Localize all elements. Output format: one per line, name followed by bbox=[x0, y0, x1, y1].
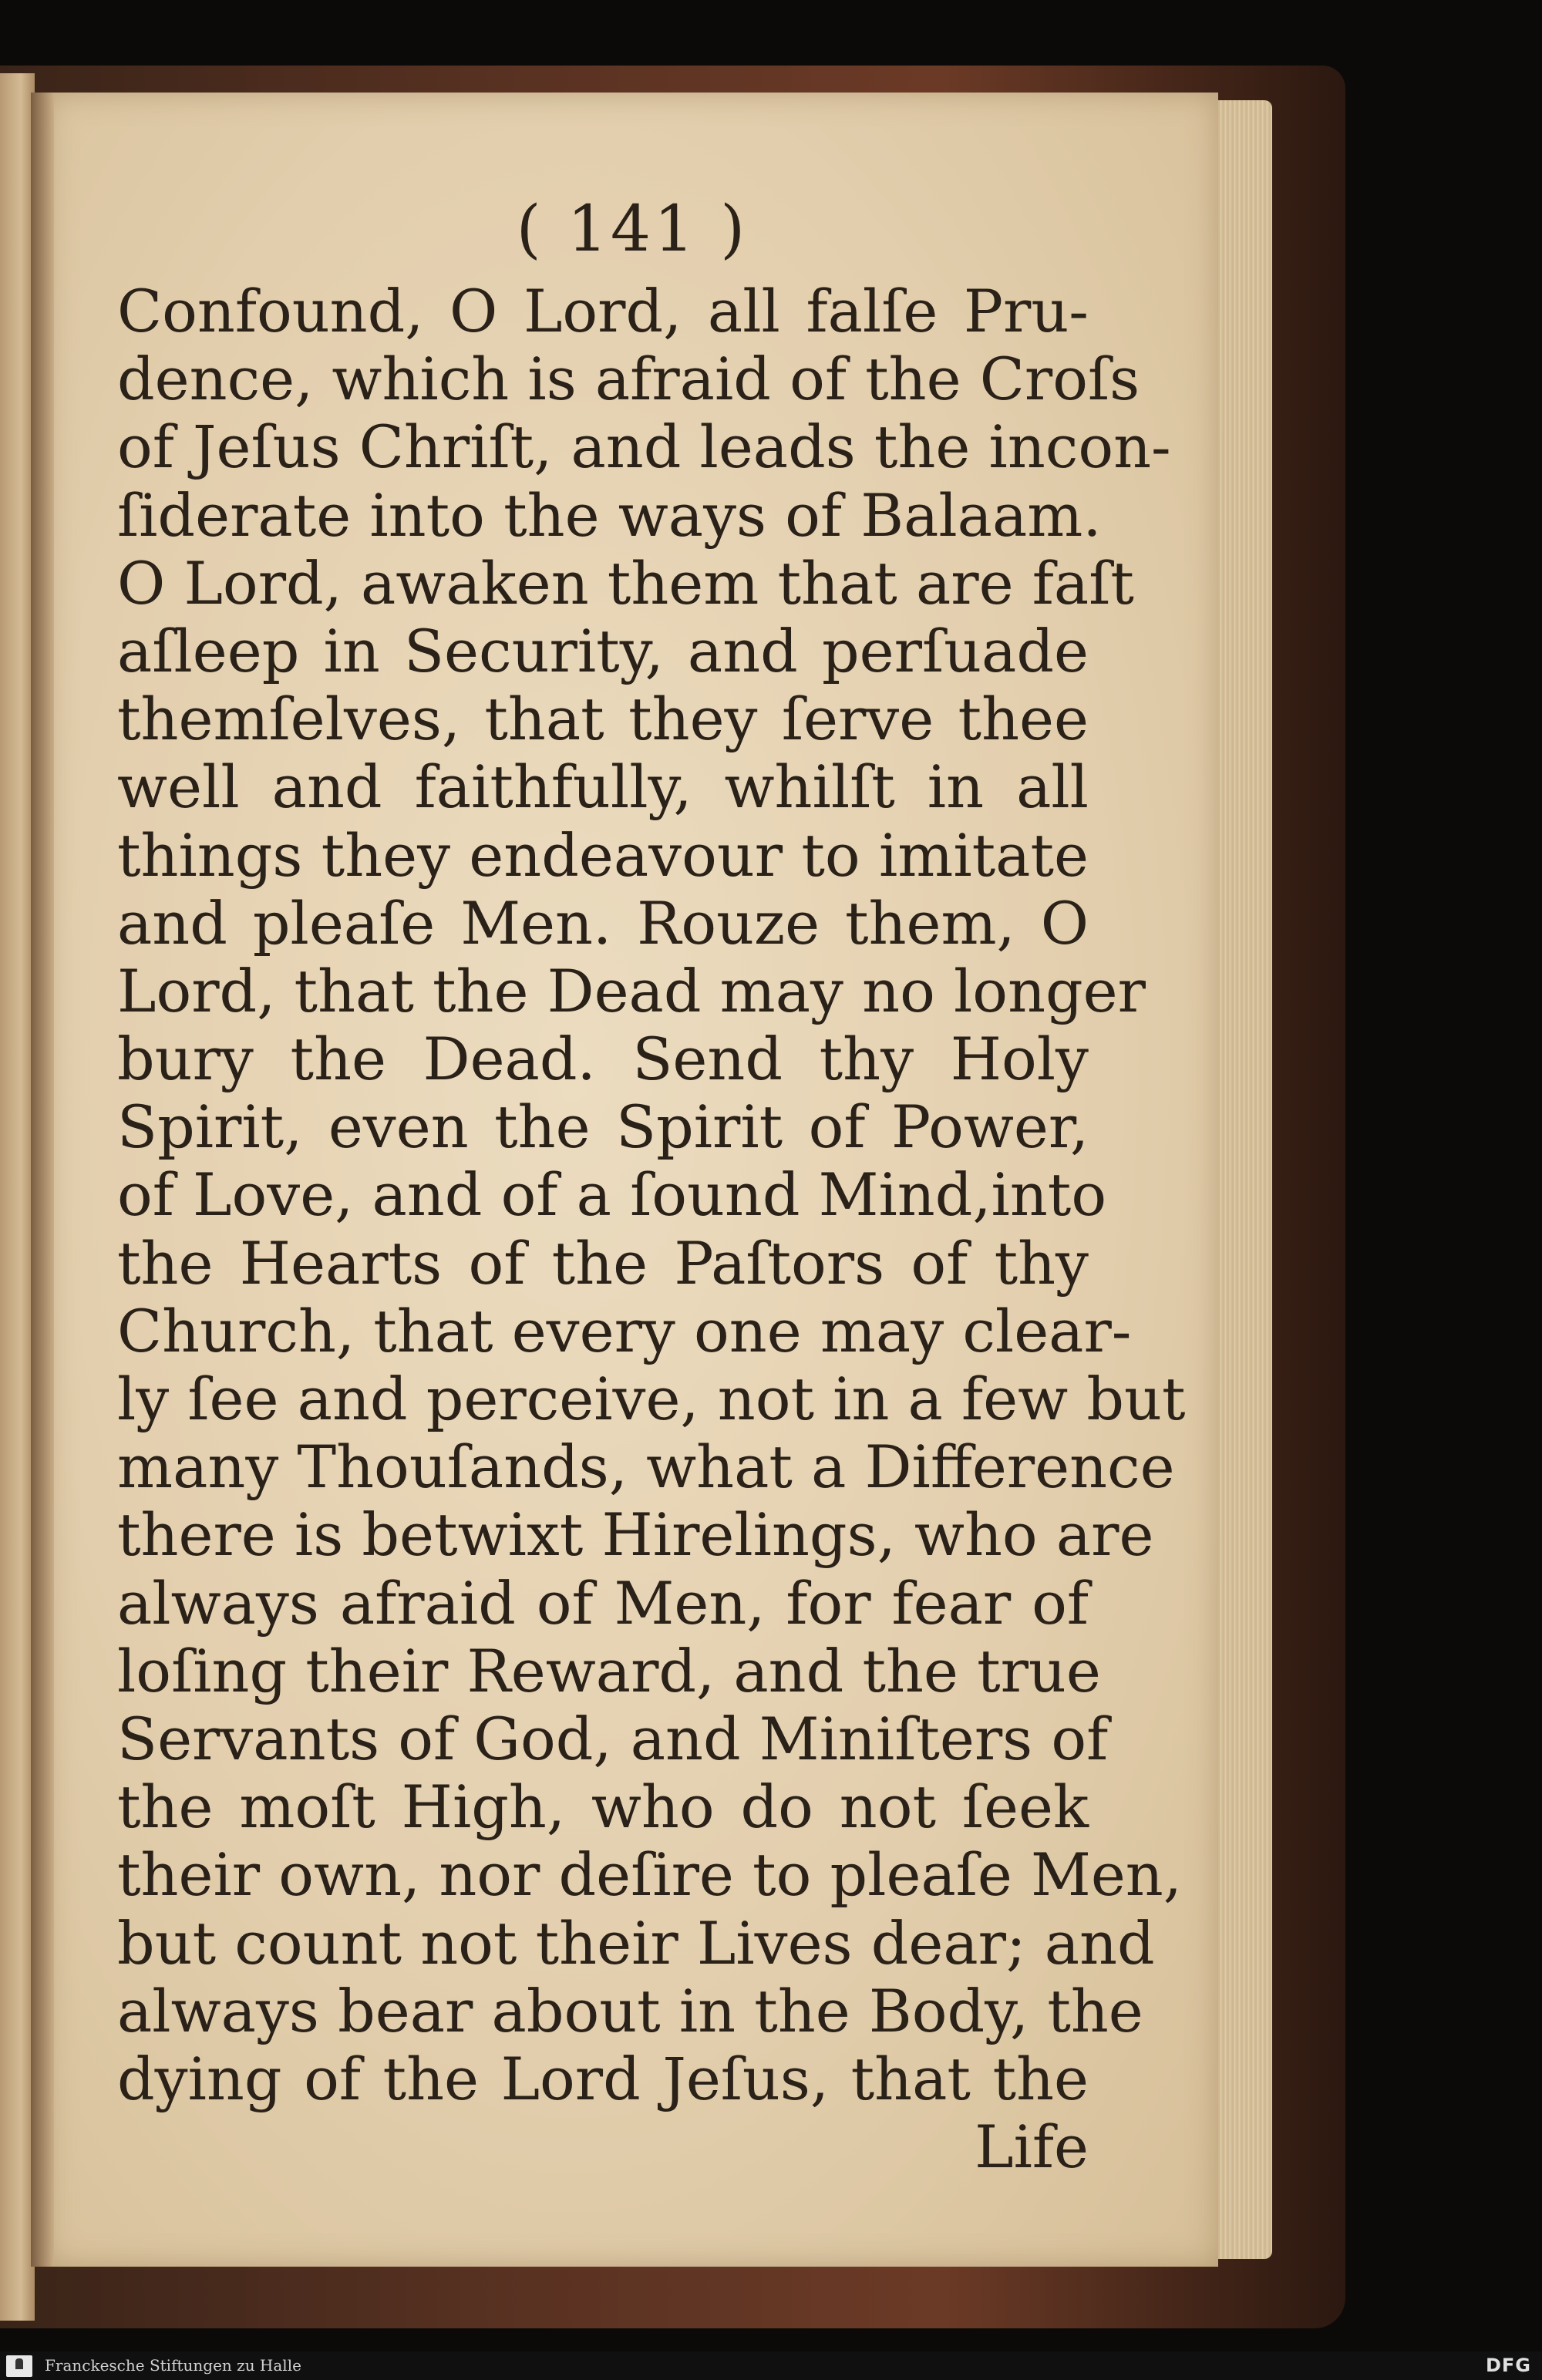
text-line: well and faithfully, whilſt in all bbox=[117, 752, 1089, 822]
text-line: and pleaſe Men. Rouze them, O bbox=[117, 888, 1089, 958]
text-line: Spirit, even the Spirit of Power, bbox=[117, 1092, 1089, 1162]
text-line: there is betwixt Hirelings, who are bbox=[117, 1500, 1154, 1570]
text-line: of Jeſus Chriſt, and leads the incon- bbox=[117, 412, 1171, 482]
institution-logo-icon bbox=[6, 2355, 32, 2377]
text-line: always afraid of Men, for fear of bbox=[117, 1568, 1089, 1638]
text-line: Confound, O Lord, all falſe Pru- bbox=[117, 277, 1089, 345]
text-line: their own, nor deſire to pleaſe Men, bbox=[117, 1840, 1182, 1910]
text-line: ſiderate into the ways of Balaam. bbox=[117, 480, 1102, 550]
catchword: Life bbox=[975, 2112, 1089, 2182]
page-gutter bbox=[31, 93, 54, 2267]
text-line: Servants of God, and Miniſters of bbox=[117, 1704, 1109, 1773]
text-line: aſleep in Security, and perſuade bbox=[117, 616, 1089, 685]
page-text bbox=[117, 277, 1186, 2182]
dfg-logo: DFG bbox=[1485, 2355, 1531, 2376]
book-page bbox=[46, 93, 1218, 2267]
page-number: ( 141 ) bbox=[516, 193, 749, 266]
text-line: bury the Dead. Send thy Holy bbox=[117, 1025, 1089, 1094]
text-line: ly ſee and perceive, not in a few but bbox=[117, 1365, 1186, 1433]
viewer-footer bbox=[0, 2351, 1542, 2380]
facing-page-edge bbox=[0, 73, 35, 2321]
text-line: always bear about in the Body, the bbox=[117, 1976, 1143, 2045]
text-line: dence, which is afraid of the Croſs bbox=[117, 345, 1140, 414]
text-line: things they endeavour to imitate bbox=[117, 820, 1089, 890]
text-line: the moſt High, who do not ſeek bbox=[117, 1772, 1089, 1842]
text-line: loſing their Reward, and the true bbox=[117, 1636, 1101, 1705]
text-line: many Thouſands, what a Difference bbox=[117, 1432, 1175, 1502]
text-line: Lord, that the Dead may no longer bbox=[117, 956, 1146, 1025]
text-line: but count not their Lives dear; and bbox=[117, 1908, 1155, 1978]
text-line: O Lord, awaken them that are faſt bbox=[117, 548, 1134, 618]
text-line: themſelves, that they ſerve thee bbox=[117, 685, 1089, 754]
institution-label: Franckesche Stiftungen zu Halle bbox=[45, 2356, 301, 2375]
text-line: the Hearts of the Paſtors of thy bbox=[117, 1228, 1089, 1298]
text-line: Church, that every one may clear- bbox=[117, 1296, 1132, 1365]
text-line: dying of the Lord Jeſus, that the bbox=[117, 2044, 1089, 2113]
text-line: of Love, and of a ſound Mind,into bbox=[117, 1160, 1107, 1230]
